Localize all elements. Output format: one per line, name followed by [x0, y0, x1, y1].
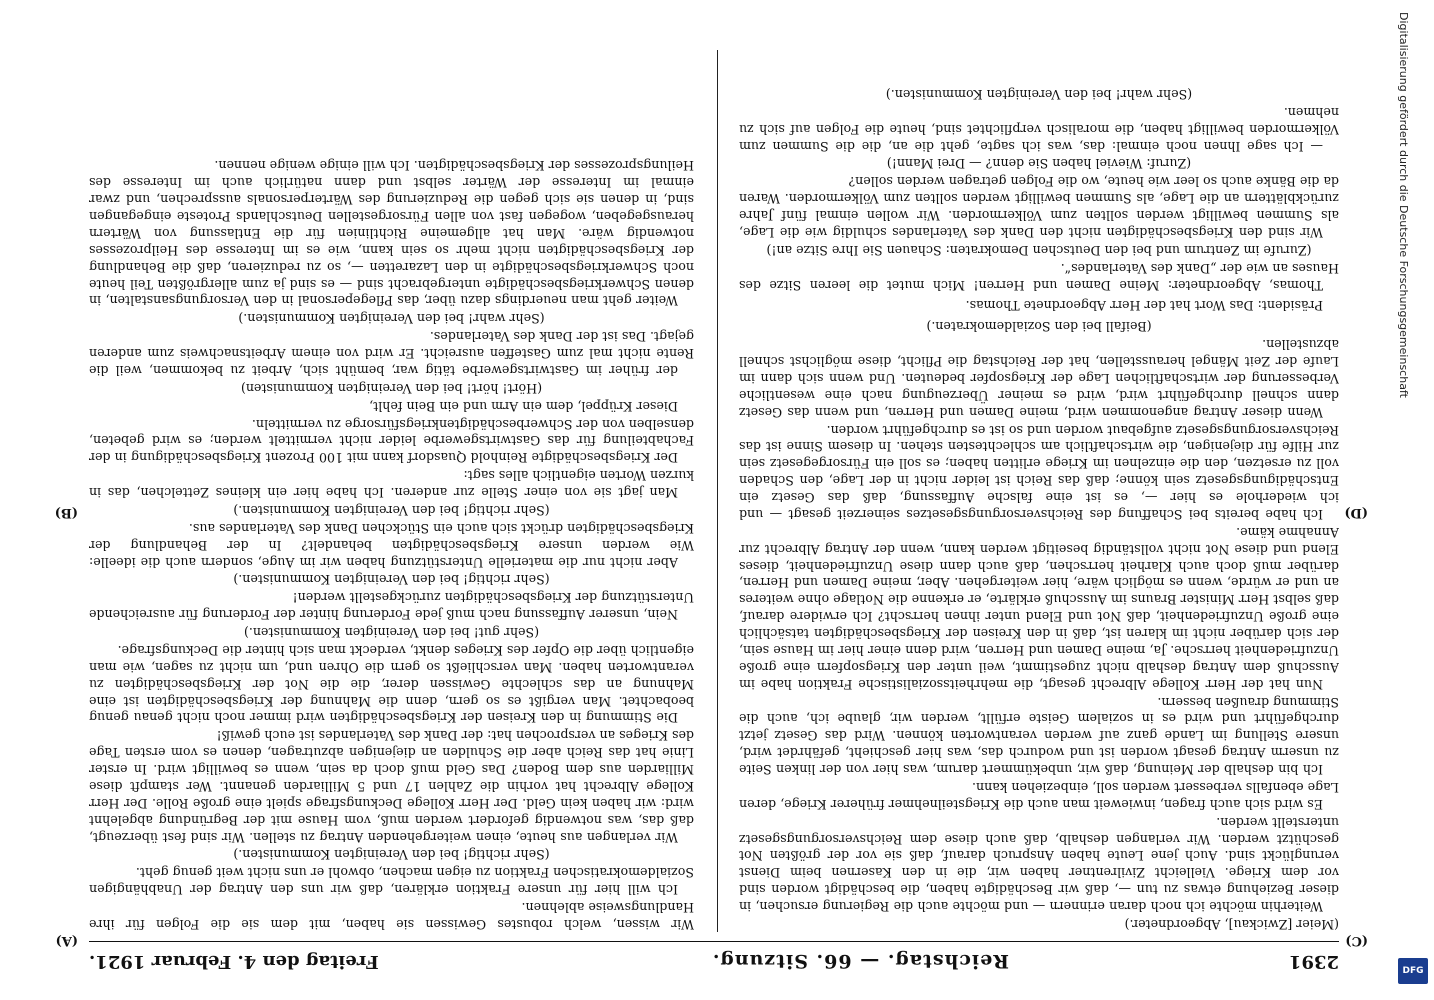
paragraph: (Sehr richtig! bei den Vereinigten Kommunisten.) [233, 847, 550, 863]
paragraph: (Sehr wahr! bei den Vereinigten Kommunisten.) [885, 87, 1193, 102]
paragraph: Wenn dieser Antrag angenommen wird, meine Damen und Herren, und wenn das Gesetz dann schnell durchgeführt wird, wird es meiner Überzeugung nach eine wesentliche Verbesserung der wirtschaftlichen Lage der Kriegsopfer bedeuten. Und wenn sich dann im Laufe der Zeit Mängel herausstellen, hat der Reichstag die Pflicht, diese möglichst schnell abzustellen. [739, 337, 1339, 420]
paragraph: Die Stimmung in den Kreisen der Kriegsbeschädigten wird immer noch nicht genau genug beobachtet. Man vergißt es so gern, denn die Mahnung der Kriegsbeschädigten ist eine Mahnung an das schlechte Gewissen derer, die die Not der Kriegsbeschädigten zu verantworten haben. Man verschließt so gern die Ohren und, um nicht zu sagen, wie man eigentlich über die Opfer des Krieges denkt, verdeckt man sich hinter die Deckungsfrage. [89, 643, 694, 726]
paragraph: (Hört! hört! bei den Vereinigten Kommunisten) [240, 380, 543, 396]
margin-marker-d: (D) [1344, 505, 1368, 520]
text-column-first [89, 50, 694, 932]
page-number: 2391 [1288, 951, 1339, 972]
paragraph: Wir verlangen aus heute, einen weitergehenden Antrag zu stellen. Wir sind fest überzeugt, daß das, was notwendig gefordert werden muß, vom Hause mit der Begründung abgelehnt wird: wir haben kein Geld. Der Herr Kollege Deckungsfrage spielt eine große Rolle. Der Herr Kollege Albrecht hat vorhin die Zahlen 17 und 5 Milliarden genannt. Wer stampft diese Milliarden aus dem Boden? Das Geld muß doch da sein, wenn es bewilligt wird. In erster Linie hat das Reich aber die Schulden an diejenigen abzutragen, denen es vom ersten Tage des Krieges an versprochen hat: der Dank des Vaterlandes ist euch gewiß! [89, 728, 694, 845]
paragraph: (Sehr gut! bei den Vereinigten Kommunisten.) [243, 625, 540, 641]
margin-marker-b: (B) [54, 505, 78, 520]
margin-marker-a: (A) [55, 933, 78, 948]
paragraph: Präsident: Das Wort hat der Herr Abgeordnete Thomas. [965, 298, 1323, 314]
digitization-note [1392, 0, 1422, 1000]
paragraph: Wir wissen, welch robustes Gewissen sie haben, mit dem sie die Folgen für ihre Handlungsweise ablehnen. [89, 900, 694, 932]
session-date: Freitag den 4. Februar 1921. [89, 951, 379, 972]
paragraph: Weiter geht man neuerdings dazu über, das Pflegepersonal in den Versorgungsanstalten, in denen Schwerkriegsbeschädigte untergebracht sind — es sind ja zum allergrößten Teil heute noch Schwerkriegsbeschädigte in den Lazaretten —, so zu reduzieren, daß die Behandlung der Kriegsbeschädigten nicht mehr so sein kann, wie es im Interesse des Heilprozesses notwendig wäre. Man hat allgemeine Richtlinien für die Entlassung von Wärtern herausgegeben, wogegen fast von allen Fürsorgestellen Deutschlands Proteste eingegangen sind, in denen sie sich gegen die Reduzierung des Wärterpersonals aussprechen, und zwar einmal im Interesse der Wärter selbst und dann natürlich auch im Interesse des Heilungsprozesses der Kriegsbeschädigten. Ich will einige wenige nennen. [89, 158, 694, 309]
paragraph: Ich bin deshalb der Meinung, daß wir, unbekümmert darum, was hier von der linken Seite zu unserm Antrag gesagt worden ist und wodurch das, was hier geschieht, gefährdet wird, unsere Stellung im Lande ganz auf werden verantworten können. Wird das Gesetz jetzt durchgeführt und wird es in sozialem Geiste erfüllt, werden wir, glaube ich, auch die Stimmung draußen bessern. [739, 694, 1339, 778]
paragraph: (Sehr richtig! bei den Vereinigten Kommunisten.) [233, 503, 550, 518]
paragraph: Es wird sich auch fragen, inwieweit man auch die Kriegsteilnehmer früherer Kriege, deren Lage ebenfalls verbessert werden soll, einbeziehen kann. [739, 780, 1339, 812]
paragraph: Ich will hier für unsere Fraktion erklären, daß wir uns den Antrag der Unabhängigen Sozialdemokratischen Fraktion zu eigen machen, obwohl er uns nicht weit genug geht. [89, 865, 694, 898]
paragraph: Nein, unserer Auffassung nach muß jede Forderung hinter der Forderung für ausreichende Unterstützung der Kriegsbeschädigten zurückgestellt werden! [89, 590, 694, 623]
margin-marker-c: (C) [1345, 933, 1368, 948]
paragraph: Dieser Krüppel, dem ein Arm und ein Bein fehlt, [369, 398, 678, 414]
paragraph: Wir sind den Kriegsbeschädigten nicht den Dank des Vaterlandes schuldig wie die Lage, als Summen bewilligt werden sollten zum Völkermorden. Wir wollen einmal fünf Jahre zurückblättern an die Lage, als Summen bewilligt werden sollten zum Völkermorden. Waren da die Bänke auch so leer wie heute, wo die Folgen getragen werden sollen? [739, 174, 1339, 240]
paragraph: (Sehr wahr! bei den Vereinigten Kommunisten.) [238, 311, 545, 327]
paragraph: Thomas, Abgeordneter: Meine Damen und Herren! Mich mutet die leeren Sitze des Hauses an wie der „Dank des Vaterlandes“. [739, 260, 1339, 293]
column-divider [717, 50, 718, 932]
paragraph: (Meier [Zwickau], Abgeordneter.) [1124, 917, 1339, 932]
text-column-second [739, 50, 1339, 932]
paragraph: (Zurufe im Zentrum und bei den Deutschen Demokraten: Schauen Sie Ihre Sitze an!) [766, 242, 1312, 258]
paragraph: (Beifall bei den Sozialdemokraten.) [926, 319, 1152, 335]
dfg-logo: DFG [1398, 958, 1428, 984]
paragraph: Der Kriegsbeschädigte Reinhold Quasdorf kann mit 100 Prozent Kriegsbeschädigung in der Fachabteilung für das Gastwirtsgewerbe leider nicht vermittelt werden; es wird gebeten, denselben von der Schwerbeschädigtenkriegsfürsorge zu vermitteln. [89, 416, 694, 466]
paragraph: der früher im Gastwirtsgewerbe tätig war, bemüht sich, Arbeit zu bekommen, weil die Rente nicht mal zum Gasteffen ausreicht. Er wird von einem Arbeitsnachweis zum anderen gejagt. Das ist der Dank des Vaterlandes. [89, 329, 694, 378]
paragraph: Ich habe bereits bei Schaffung des Reichsversorgungsgesetzes seinerzeit gesagt — und ich wiederhole es hier —, es ist eine falsche Auffassung, daß das Gesetz ein Entschädigungsgesetz sein könne; daß das Reich ist leider nicht in der Lage, den Schaden voll zu ersetzen, den die einzelnen im Kriege erlitten haben; es soll ein Fürsorgegesetz sein zur Hilfe für diejenigen, die wirtschaftlich am schlechtesten stehen. In diesem Sinne ist das Reichsversorgungsgesetz aufgebaut worden und so ist es durchgeführt worden. [739, 422, 1339, 522]
paragraph: Weiterhin möchte ich noch daran erinnern — und möchte auch die Regierung ersuchen, in dieser Beziehung etwas zu tun —, daß wir Beschädigte haben, die beschädigt worden sind vor dem Kriege. Vielleicht Zivilrentner haben wir, die in den Kasernen beim Dienst verunglückt sind. Auch jene Leute haben Anspruch darauf, daß sie vor der größten Not geschützt werden. Wir verlangen deshalb, daß auch diese dem Reichsversorgungsgesetz unterstellt werden. [739, 814, 1339, 915]
paragraph: — Ich sage Ihnen noch einmal: das, was ich sagte, geht die an, die die Summen zum Völkermorden bewilligt haben, die moralisch verpflichtet sind, heute die Folgen auf sich zu nehmen. [739, 104, 1339, 154]
paragraph: Man jagt sie von einer Stelle zur anderen. Ich habe hier ein kleines Zettelchen, das in kurzen Worten eigentlich alles sagt: [89, 468, 694, 501]
paragraph: (Sehr richtig! bei den Vereinigten Kommunisten.) [233, 572, 550, 588]
paragraph: (Zuruf: Wieviel haben Sie denn? — Drei Mann!) [886, 156, 1192, 172]
paragraph: Nun hat der Herr Kollege Albrecht gesagt, die mehrheitssozialistische Fraktion habe im Ausschuß dem Antrag deshalb nicht zugestimmt, weil unter den Kriegsopfern eine große Unzufriedenheit herrsche. Ja, meine Damen und Herren, wird denn einer hier im Hause sein, der sich darüber nicht im klaren ist, daß in den Kreisen der Kriegsbeschädigten tatsächlich eine große Unzufriedenheit, daß Not und Elend unter ihnen herrscht? Ich erwidere darauf, daß selbst Herr Minister Brauns im Ausschuß erklärte, er erkenne die Notlage ohne weiteres an und er würde, wenn es möglich wäre, hier weitergehen. Aber, meine Damen und Herren, darüber muß doch auch Klarheit herrschen, daß auch dann diese Unzufriedenheit, dieses Elend und diese Not nicht vollständig beseitigt werden kann, wenn der Antrag Albrecht zur Annahme käme. [739, 524, 1339, 692]
digitization-note-text: Digitalisierung gefördert durch die Deutsche Forschungsgemeinschaft [1397, 12, 1410, 398]
paragraph: Aber nicht nur die materielle Unterstützung haben wir im Auge, sondern auch die ideelle: Wie werden unsere Kriegsbeschädigten behandelt? In der Behandlung der Kriegsbeschädigten drückt sich auch ein Stückchen Dank des Vaterlandes aus. [89, 520, 694, 570]
session-title: Reichstag. — 66. Sitzung. [711, 950, 1009, 972]
page-header [89, 941, 1339, 972]
